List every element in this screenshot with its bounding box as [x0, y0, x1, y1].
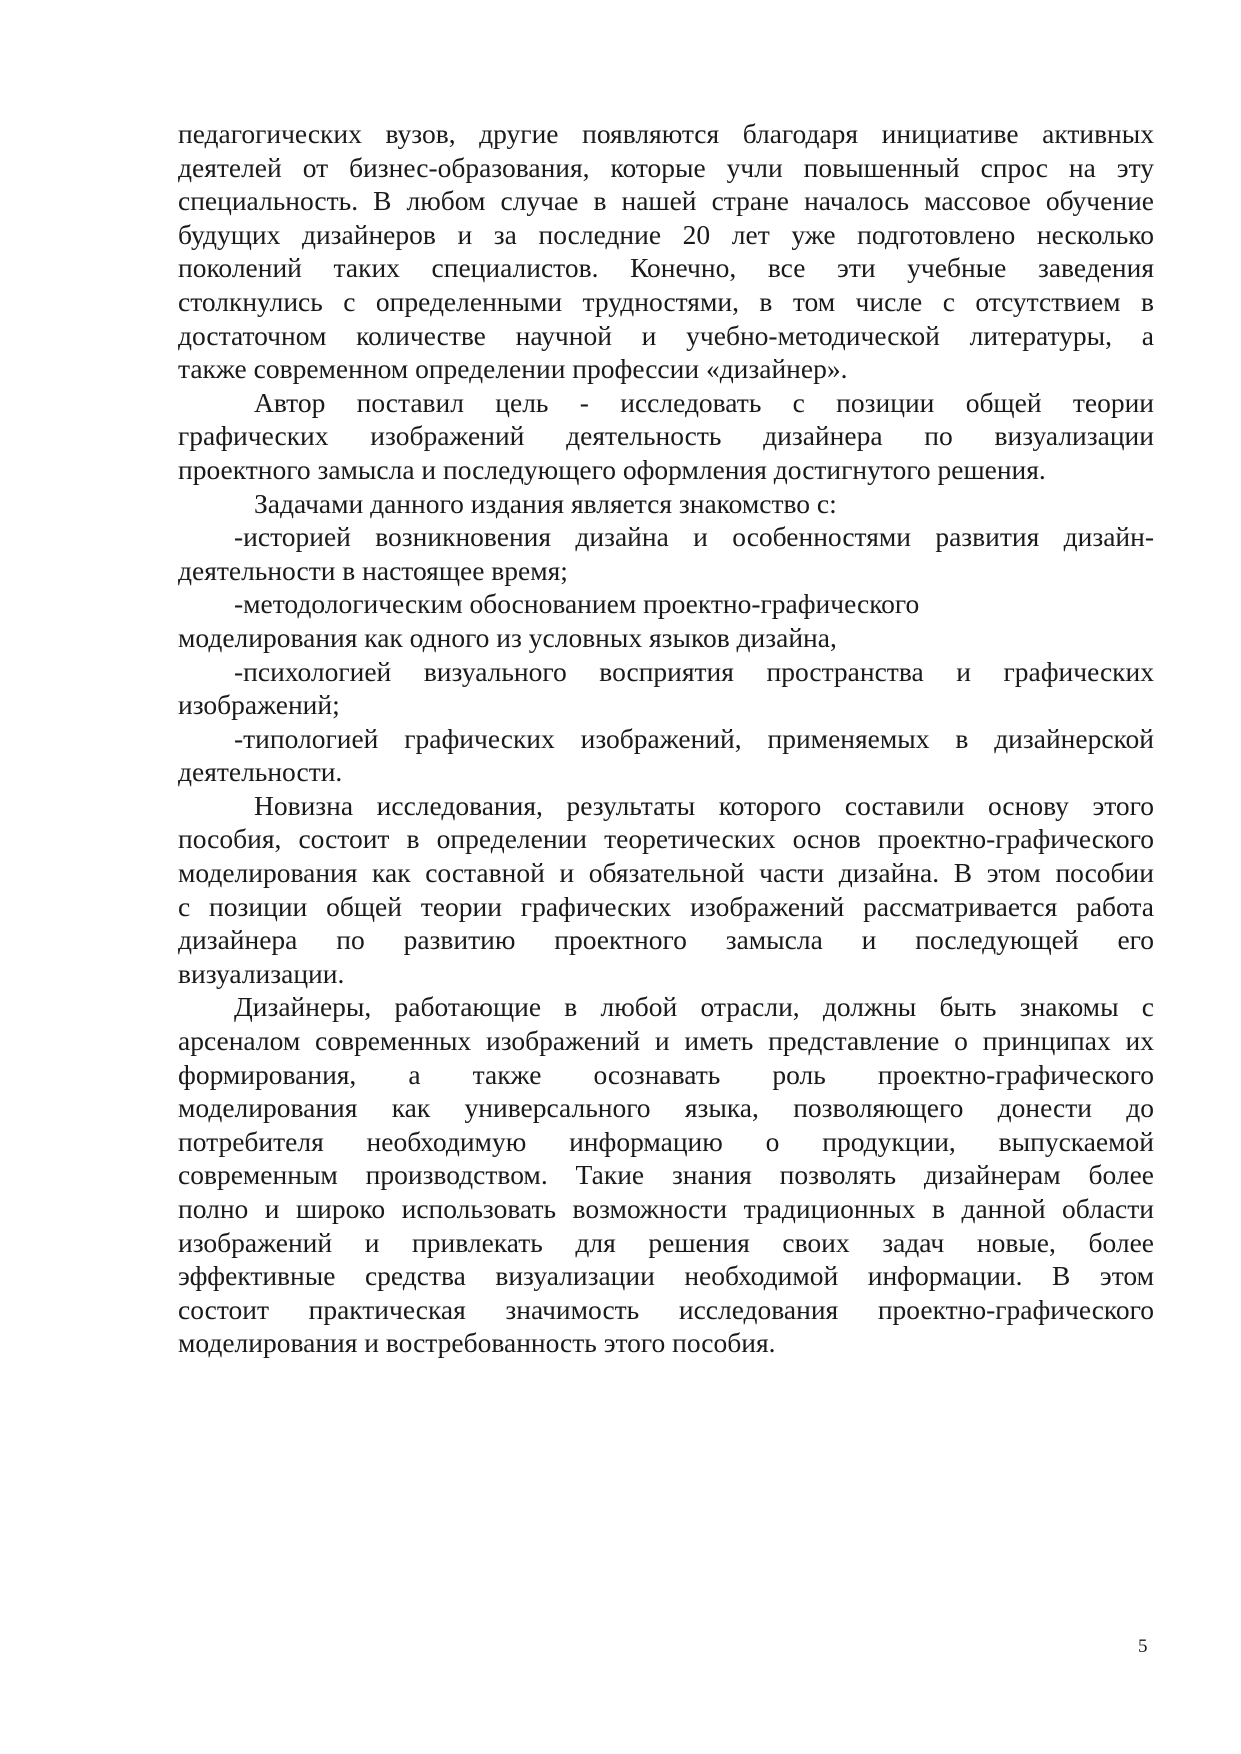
- text-line: формирования, а также осознавать роль проектно-графического: [178, 1058, 1154, 1090]
- list-item-task-2: [178, 587, 1154, 654]
- text-line: деятельности.: [178, 756, 343, 788]
- text-line: проектного замысла и последующего оформления достигнутого решения.: [178, 453, 1046, 485]
- text-line: состоит практическая значимость исследования проектно-графического: [178, 1293, 1154, 1325]
- text-line: моделирования и востребованность этого пособия.: [178, 1327, 776, 1359]
- text-line: Задачами данного издания является знакомство с:: [254, 487, 837, 519]
- text-line: Автор поставил цель - исследовать с позиции общей теории: [254, 386, 1154, 418]
- text-line: -психологией визуального восприятия пространства и графических: [234, 655, 1154, 687]
- text-line: потребителя необходимую информацию о продукции, выпускаемой: [178, 1125, 1154, 1157]
- page-body-text: [178, 117, 1154, 1360]
- text-line: будущих дизайнеров и за последние 20 лет уже подготовлено несколько: [178, 218, 1154, 250]
- text-line: моделирования как одного из условных языков дизайна,: [178, 621, 837, 653]
- list-item-task-3: [178, 655, 1154, 722]
- text-line: изображений;: [178, 689, 340, 721]
- text-line: поколений таких специалистов. Конечно, все эти учебные заведения: [178, 252, 1154, 284]
- text-line: современным производством. Такие знания позволять дизайнерам более: [178, 1159, 1154, 1191]
- text-line: специальность. В любом случае в нашей стране началось массовое обучение: [178, 185, 1154, 217]
- text-line: моделирования как составной и обязательной части дизайна. В этом пособии: [178, 857, 1154, 889]
- text-line: деятелей от бизнес-образования, которые учли повышенный спрос на эту: [178, 151, 1154, 183]
- text-line: Дизайнеры, работающие в любой отрасли, должны быть знакомы с: [234, 991, 1154, 1023]
- text-line: полно и широко использовать возможности традиционных в данной области: [178, 1193, 1154, 1224]
- text-line: эффективные средства визуализации необходимой информации. В этом: [178, 1260, 1154, 1292]
- text-line: графических изображений деятельность дизайнера по визуализации: [178, 420, 1154, 452]
- text-line: дизайнера по развитию проектного замысла и последующей его: [178, 924, 1154, 956]
- list-item-task-4: [178, 722, 1154, 789]
- text-line: -историей возникновения дизайна и особенностями развития дизайн-: [234, 521, 1154, 553]
- paragraph-intro-continuation: [178, 117, 1154, 386]
- text-line: изображений и привлекать для решения своих задач новые, более: [178, 1226, 1154, 1258]
- text-line: -типологией графических изображений, применяемых в дизайнерской: [234, 722, 1154, 754]
- paragraph-tasks-intro: [178, 487, 1154, 521]
- text-line: с позиции общей теории графических изображений рассматривается работа: [178, 890, 1154, 922]
- text-line: достаточном количестве научной и учебно-методической литературы, а: [178, 319, 1154, 351]
- text-line: педагогических вузов, другие появляются благодаря инициативе активных: [178, 118, 1154, 149]
- paragraph-novelty: [178, 789, 1154, 991]
- text-line: столкнулись с определенными трудностями, в том числе с отсутствием в: [178, 285, 1154, 317]
- text-line: -методологическим обоснованием проектно-графического: [234, 588, 920, 620]
- page-number: 5: [1138, 1636, 1148, 1657]
- text-line: Новизна исследования, результаты которого составили основу этого: [254, 789, 1154, 821]
- text-line: пособия, состоит в определении теоретических основ проектно-графического: [178, 823, 1154, 855]
- text-line: арсеналом современных изображений и иметь представление о принципах их: [178, 1025, 1154, 1057]
- list-item-task-1: [178, 520, 1154, 587]
- text-line: также современном определении профессии «дизайнер».: [178, 353, 848, 385]
- paragraph-significance: [178, 990, 1154, 1360]
- text-line: деятельности в настоящее время;: [178, 554, 568, 586]
- text-line: моделирования как универсального языка, позволяющего донести до: [178, 1092, 1154, 1124]
- paragraph-author-goal: [178, 386, 1154, 487]
- text-line: визуализации.: [178, 957, 345, 989]
